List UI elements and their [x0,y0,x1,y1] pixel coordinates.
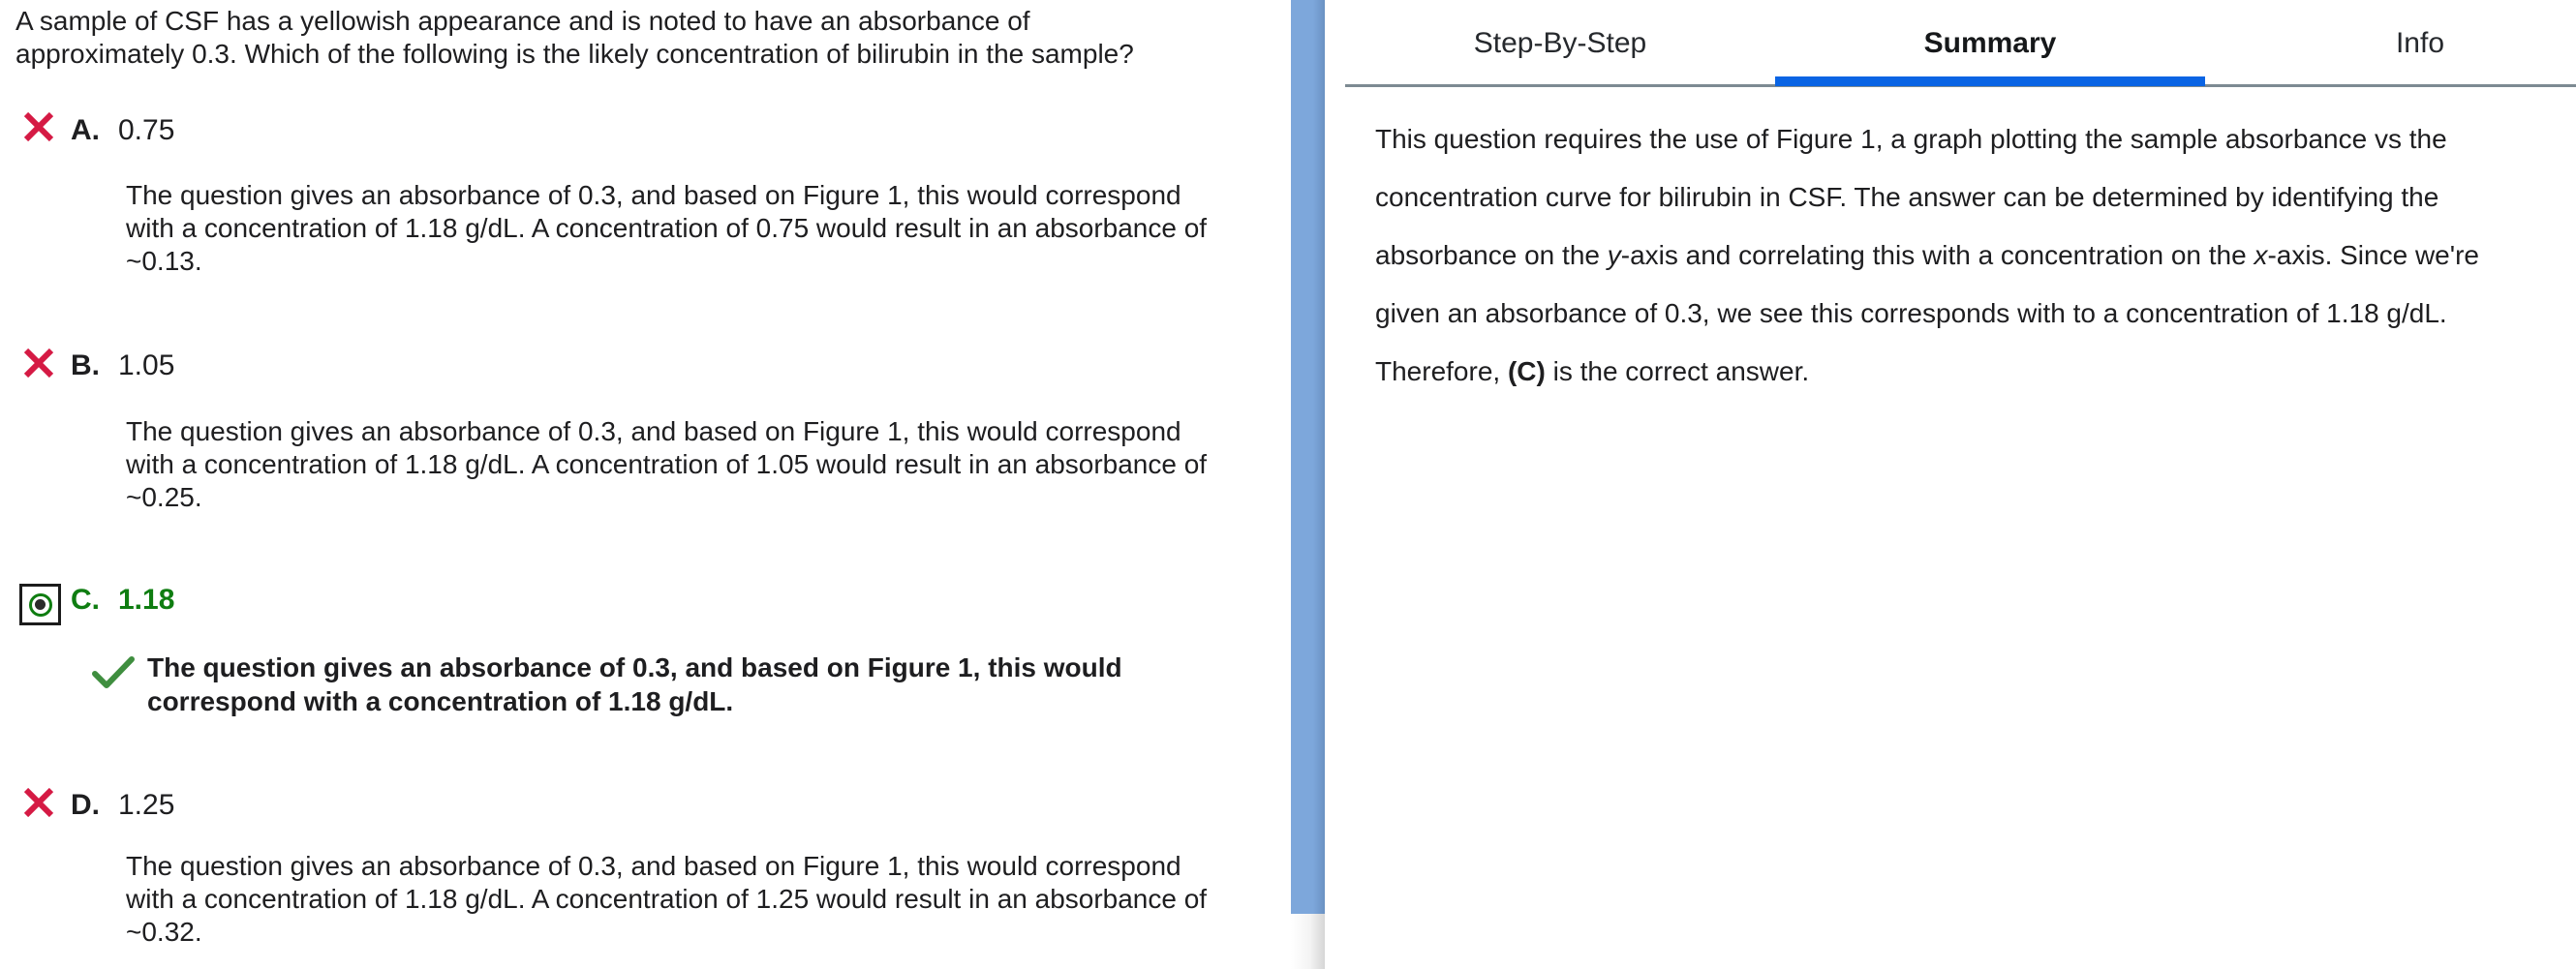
summary-segment-x-axis: x [2254,240,2268,270]
summary-segment-correct-choice: (C) [1507,356,1546,386]
check-icon [91,656,136,689]
option-b-letter: B. [71,349,100,381]
tab-summary[interactable]: Summary [1775,0,2205,84]
option-a-explanation: The question gives an absorbance of 0.3, and based on Figure 1, this would correspond with a concentration of 1.18 g/dL. A concentration of 0.75 would result in an absorbance of ~0.13. [126,180,1208,276]
summary-segment-y-axis: y [1607,240,1621,270]
radio-dot [35,599,46,610]
tab-info[interactable]: Info [2395,27,2445,59]
option-d-value[interactable]: 1.25 [118,789,175,821]
option-a-letter: A. [71,114,100,146]
x-icon [23,348,54,378]
tab-step-by-step[interactable]: Step-By-Step [1473,27,1647,59]
radio-selected-icon[interactable] [19,584,61,625]
option-d-letter: D. [71,789,100,821]
summary-segment: This question requires the use of Figure 1, a graph plotting the sample absorbance vs the concentration curve for bilirubin in CSF. The answer can be determined by identifying the absorbance on the [1375,124,2447,270]
option-d-explanation: The question gives an absorbance of 0.3, and based on Figure 1, this would correspond with a concentration of 1.18 g/dL. A concentration of 1.25 would result in an absorbance of ~0.32. [126,851,1208,947]
x-icon [23,112,54,141]
x-icon [23,788,54,817]
option-b-value[interactable]: 1.05 [118,349,175,381]
summary-segment: -axis and correlating this with a concentration on the [1620,240,2254,270]
explanation-tabbar [1345,0,2576,87]
option-c-letter: C. [71,584,100,616]
summary-segment: -axis. Since we're given an absorbance of 0.3, we see this corresponds with to a concentration of 1.18 g/dL. Therefore, [1375,240,2479,386]
question-text: A sample of CSF has a yellowish appearance and is noted to have an absorbance of approximately 0.3. Which of the following is the likely concentration of bilirubin in the sample? [15,6,1134,69]
summary-paragraph [1375,110,2537,401]
option-a-value[interactable]: 0.75 [118,114,175,146]
radio-ring [29,593,52,617]
option-c-value[interactable]: 1.18 [118,584,175,616]
option-c-explanation: The question gives an absorbance of 0.3, and based on Figure 1, this would correspond with a concentration of 1.18 g/dL. [147,652,1122,716]
summary-segment: is the correct answer. [1545,356,1810,386]
option-b-explanation: The question gives an absorbance of 0.3, and based on Figure 1, this would correspond with a concentration of 1.18 g/dL. A concentration of 1.05 would result in an absorbance of ~0.25. [126,416,1208,512]
scrollbar-thumb[interactable] [1291,0,1325,914]
